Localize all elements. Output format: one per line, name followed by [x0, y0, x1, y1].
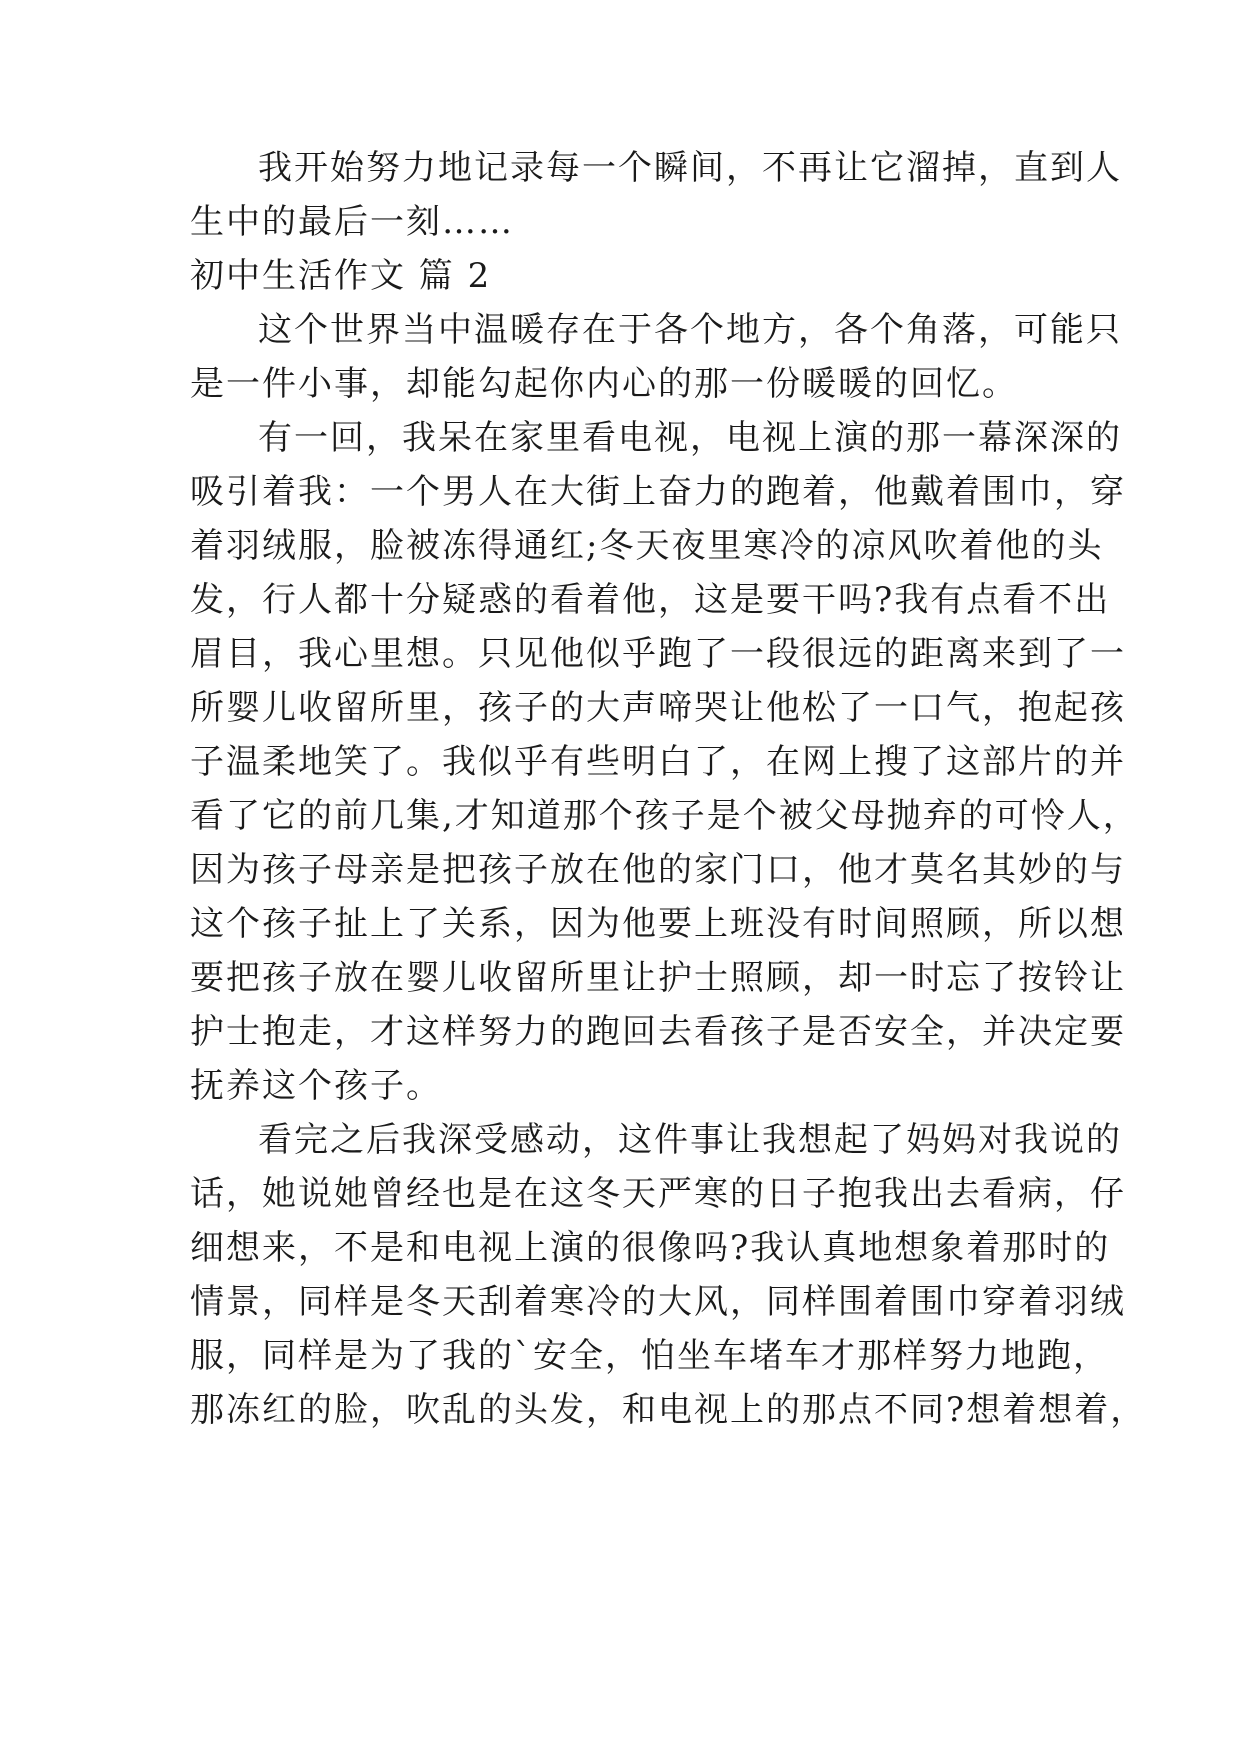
paragraph-line: 是一件小事，却能勾起你内心的那一份暖暖的回忆。: [190, 364, 1018, 404]
paragraph-line: 发，行人都十分疑惑的看着他，这是要干吗?我有点看不出: [190, 580, 1111, 620]
paragraph-line: 话，她说她曾经也是在这冬天严寒的日子抱我出去看病，仔: [190, 1174, 1126, 1214]
paragraph-line: 服，同样是为了我的`安全，怕坐车堵车才那样努力地跑，: [190, 1336, 1109, 1376]
paragraph-line: 这个世界当中温暖存在于各个地方，各个角落，可能只: [258, 310, 1122, 350]
section-heading: 初中生活作文 篇 2: [190, 256, 492, 296]
paragraph-line: 因为孩子母亲是把孩子放在他的家门口，他才莫名其妙的与: [190, 850, 1126, 890]
paragraph-line: 抚养这个孩子。: [190, 1066, 442, 1106]
paragraph-line: 子温柔地笑了。我似乎有些明白了，在网上搜了这部片的并: [190, 742, 1126, 782]
paragraph-line: 所婴儿收留所里，孩子的大声啼哭让他松了一口气，抱起孩: [190, 688, 1126, 728]
paragraph-line: 护士抱走，才这样努力的跑回去看孩子是否安全，并决定要: [190, 1012, 1126, 1052]
paragraph-line: 要把孩子放在婴儿收留所里让护士照顾，却一时忘了按铃让: [190, 958, 1126, 998]
paragraph-line: 生中的最后一刻……: [190, 202, 514, 242]
paragraph-line: 情景，同样是冬天刮着寒冷的大风，同样围着围巾穿着羽绒: [190, 1282, 1126, 1322]
paragraph-line: 看完之后我深受感动，这件事让我想起了妈妈对我说的: [258, 1120, 1122, 1160]
paragraph-line: 眉目，我心里想。只见他似乎跑了一段很远的距离来到了一: [190, 634, 1126, 674]
paragraph-line: 我开始努力地记录每一个瞬间，不再让它溜掉，直到人: [258, 148, 1122, 188]
paragraph-line: 有一回，我呆在家里看电视，电视上演的那一幕深深的: [258, 418, 1122, 458]
paragraph-line: 看了它的前几集,才知道那个孩子是个被父母抛弃的可怜人，: [190, 796, 1139, 836]
paragraph-line: 那冻红的脸，吹乱的头发，和电视上的那点不同?想着想着，: [190, 1390, 1147, 1430]
paragraph-line: 细想来，不是和电视上演的很像吗?我认真地想象着那时的: [190, 1228, 1111, 1268]
paragraph-line: 着羽绒服，脸被冻得通红;冬天夜里寒冷的凉风吹着他的头: [190, 526, 1104, 566]
paragraph-line: 吸引着我：一个男人在大街上奋力的跑着，他戴着围巾，穿: [190, 472, 1126, 512]
paragraph-line: 这个孩子扯上了关系，因为他要上班没有时间照顾，所以想: [190, 904, 1126, 944]
